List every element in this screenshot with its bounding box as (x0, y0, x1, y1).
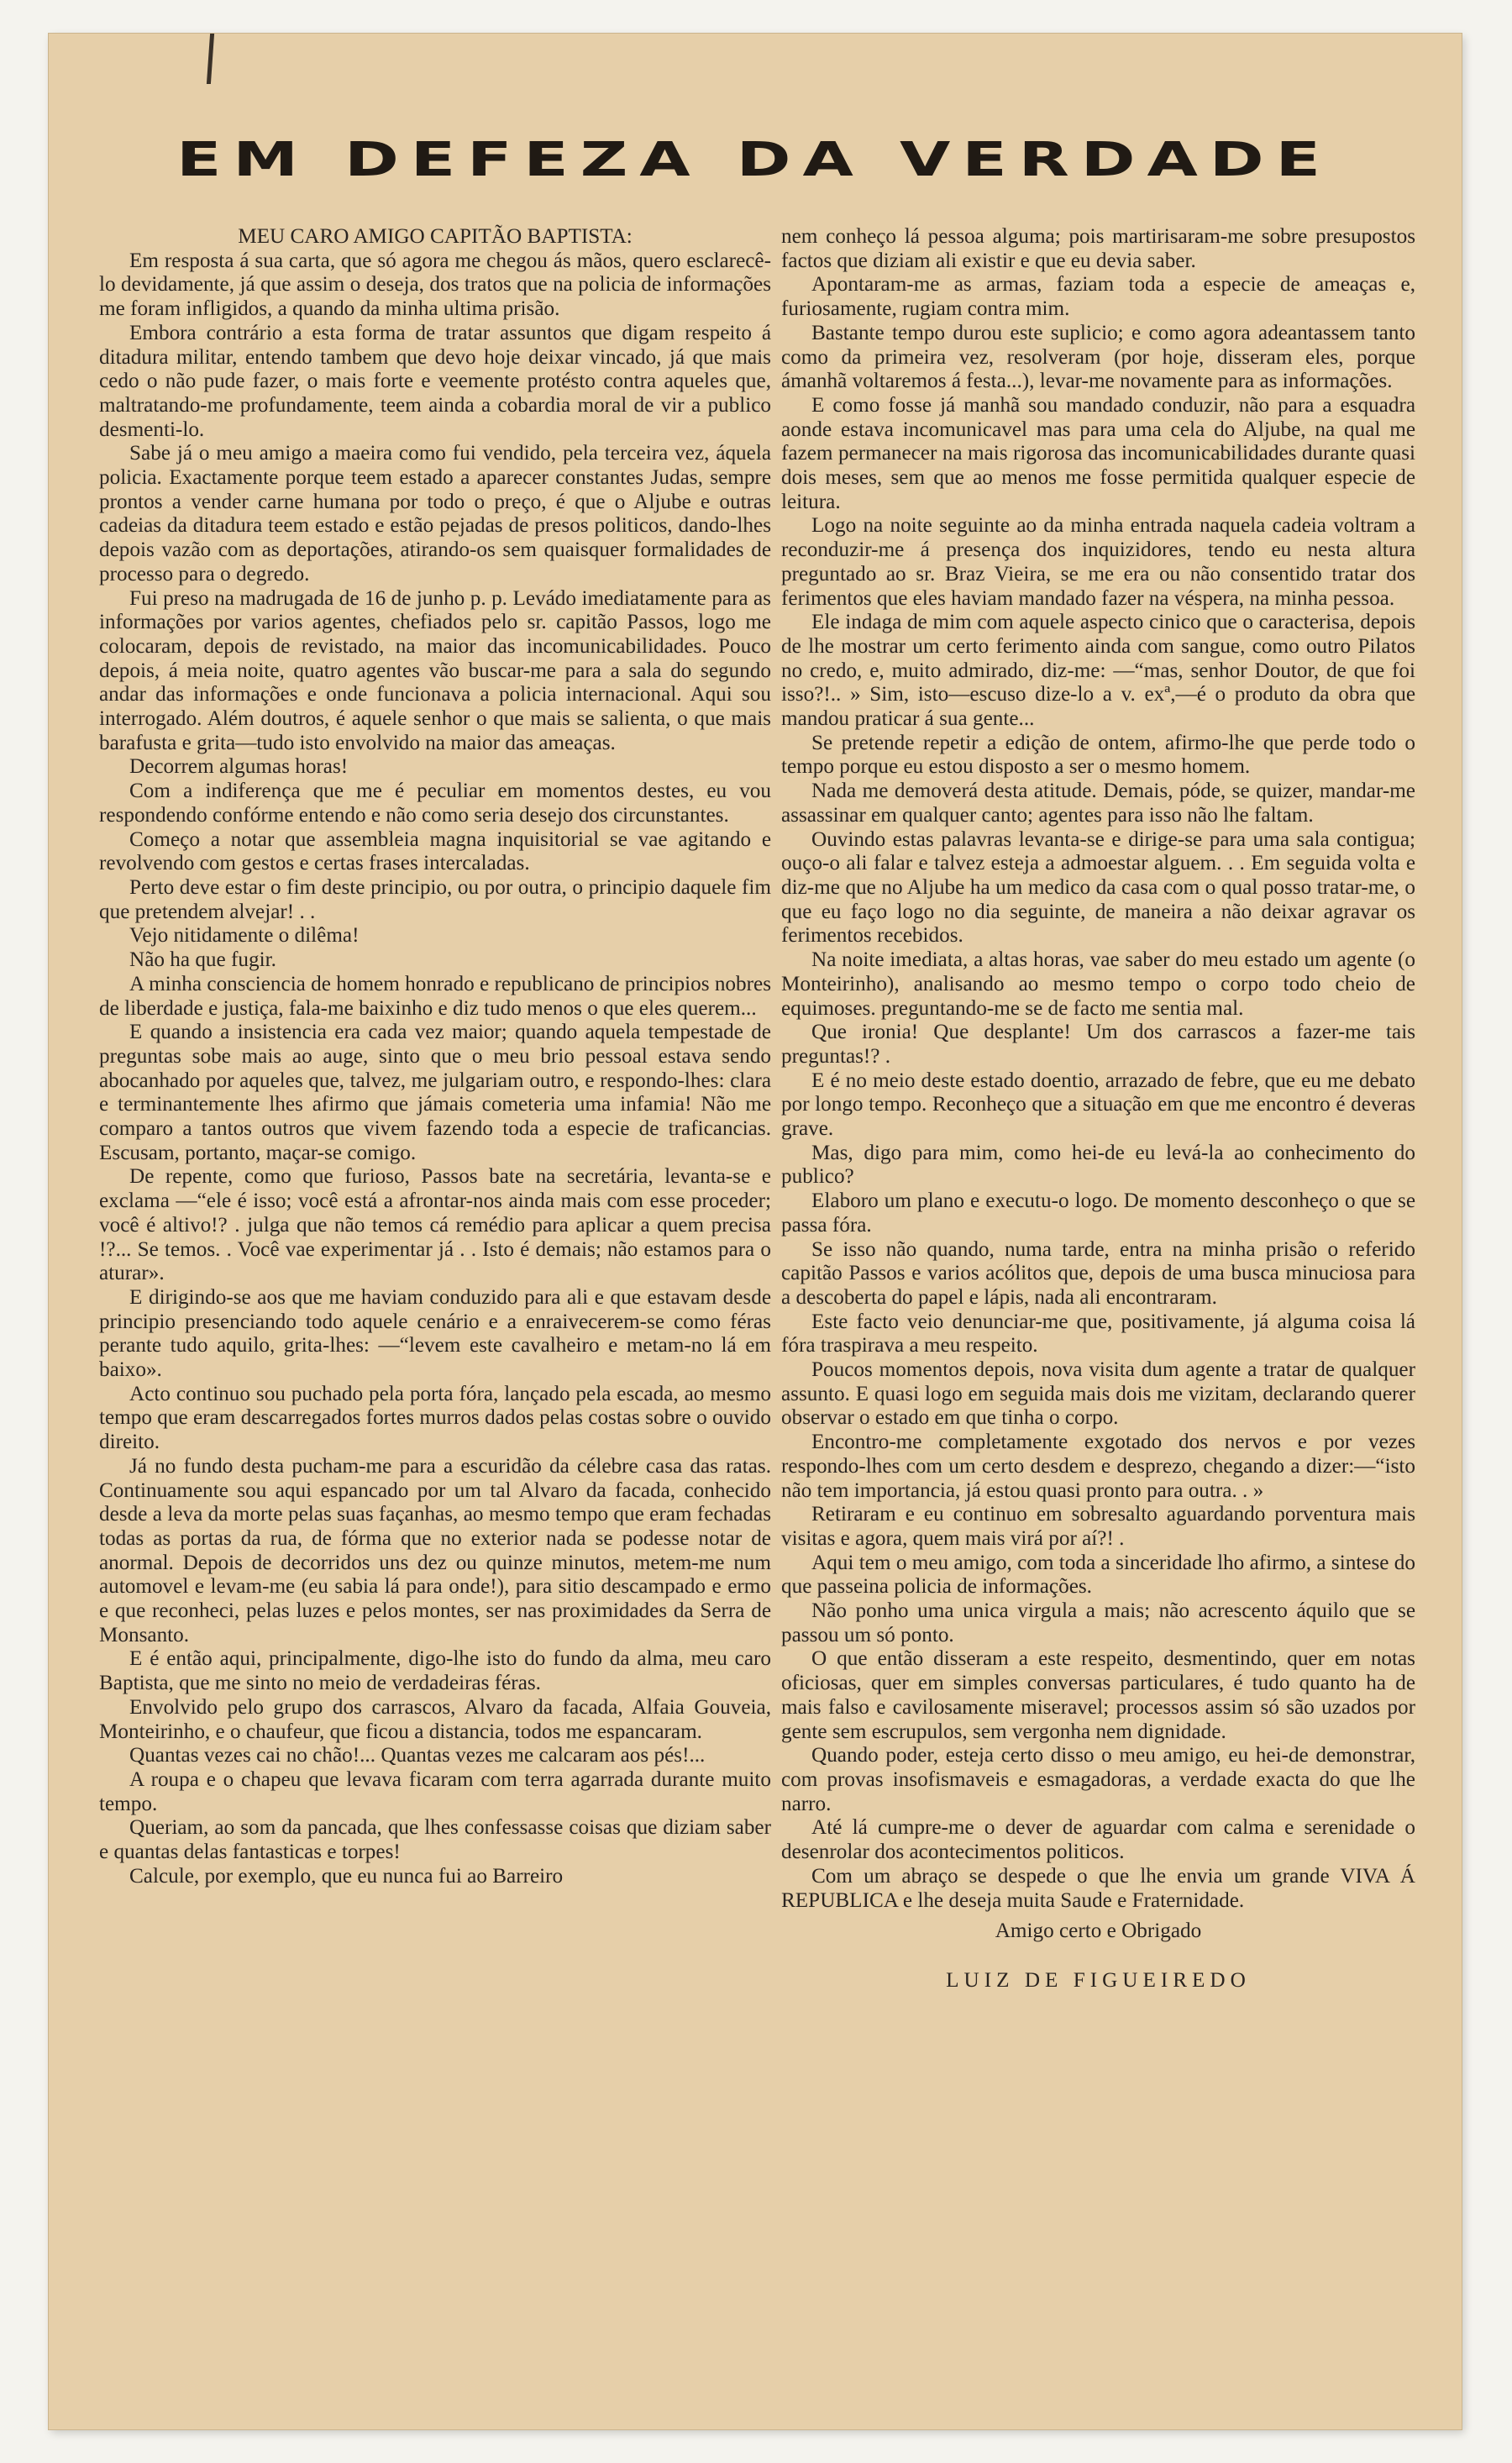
paragraph: Elaboro um plano e executu-o logo. De momento desconheço o que se passa fóra. (781, 1189, 1415, 1237)
paragraph: E é então aqui, principalmente, digo-lhe isto do fundo da alma, meu caro Baptista, que me sinto no meio de verdadeiras féras. (99, 1647, 771, 1695)
newspaper-clipping (49, 34, 1462, 2429)
paragraph: A roupa e o chapeu que levava ficaram com terra agarrada durante muito tempo. (99, 1768, 771, 1815)
paragraph: Começo a notar que assembleia magna inquisitorial se vae agitando e revolvendo com gestos e certas frases intercaladas. (99, 827, 771, 875)
right-column (781, 225, 1415, 1993)
paragraph: Até lá cumpre-me o dever de aguardar com calma e serenidade o desenrolar dos acontecimentos politicos. (781, 1816, 1415, 1864)
paragraph: Se pretende repetir a edição de ontem, afirmo-lhe que perde todo o tempo porque eu estou disposto a ser o mesmo homem. (781, 731, 1415, 779)
paragraph: E dirigindo-se aos que me haviam conduzido para ali e que estavam desde principio presenciando todo aquele cenário e a enraivecerem-se como féras perante tudo aquilo, grita-lhes: —“levem este cavalheiro e metam-no lá em baixo». (99, 1285, 771, 1382)
paragraph: Perto deve estar o fim deste principio, ou por outra, o principio daquele fim que pretendem alvejar! . . (99, 875, 771, 923)
paragraph: Calcule, por exemplo, que eu nunca fui ao Barreiro (129, 1864, 564, 1888)
paragraph: Com a indiferença que me é peculiar em momentos destes, eu vou respondendo confórme entendo e não como seria desejo dos circunstantes. (99, 780, 771, 827)
tear-mark (207, 34, 214, 84)
paragraph: Em resposta á sua carta, que só agora me chegou ás mãos, quero esclarecê-lo devidamente, já que assim o deseja, dos tratos que na policia de informações me foram infligidos, a quando da minha ultima prisão. (99, 249, 771, 321)
paragraph: E quando a insistencia era cada vez maior; quando aquela tempestade de preguntas sobe mais ao auge, sinto que o meu brio pessoal estava sendo abocanhado por aqueles que, talvez, me julgariam outro, e respondo-lhes: clara e terminantemente lhes afirmo que jámais cometeria uma infamia! Não me comparo a tantos outros que vivem fazendo toda a especie de traficancias. Escusam, portanto, maçar-se comigo. (99, 1021, 771, 1164)
paragraph: Encontro-me completamente exgotado dos nervos e por vezes respondo-lhes com um certo desdem e desprezo, chegando a dizer:—“isto não tem importancia, já estou quasi pronto para outra. . » (781, 1431, 1415, 1502)
paragraph: Ele indaga de mim com aquele aspecto cinico que o caracterisa, depois de lhe mostrar um certo ferimento ainda com sangue, como outro Pilatos no credo, e, muito admirado, diz-me: —“mas, senhor Doutor, de que foi isso?!.. » Sim, isto—escuso dize-lo a v. exª,—é o produto da obra que mandou praticar á sua gente... (781, 611, 1415, 731)
paragraph: Sabe já o meu amigo a maeira como fui vendido, pela terceira vez, áquela policia. Exactamente porque teem estado a aparecer constantes Judas, sempre prontos a vender carne humana por todo o preço, é que o Aljube e outras cadeias da ditadura teem estado e estão pejadas de presos politicos, dando-lhes depois vazão com as deportações, atirando-os sem quaisquer formalidades de processo para o degredo. (99, 442, 771, 586)
left-column (99, 225, 771, 1889)
paragraph: Não ponho uma unica virgula a mais; não acrescento áquilo que se passou um só ponto. (781, 1599, 1415, 1646)
paragraph: E é no meio deste estado doentio, arrazado de febre, que eu me debato por longo tempo. Reconheço que a situação em que me encontro é deveras grave. (781, 1069, 1415, 1141)
paragraph: Quando poder, esteja certo disso o meu amigo, eu hei-de demonstrar, com provas insofismaveis e esmagadoras, a verdade exacta do que lhe narro. (781, 1744, 1415, 1815)
paragraph: Com um abraço se despede o que lhe envia um grande VIVA Á REPUBLICA e lhe deseja muita Saude e Fraternidade. (781, 1864, 1415, 1912)
paragraph: De repente, como que furioso, Passos bate na secretária, levanta-se e exclama —“ele é isso; você está a afrontar-nos ainda mais com esse proceder; você é altivo!? . julga que não temos cá remédio para aplicar a quem precisa !?... Se temos. . Você vae experimentar já . . Isto é demais; não estamos para o aturar». (99, 1165, 771, 1285)
paragraph: Aqui tem o meu amigo, com toda a sinceridade lho afirmo, a sintese do que passeina policia de informações. (781, 1551, 1415, 1599)
paragraph: Bastante tempo durou este suplicio; e como agora adeantassem tanto como da primeira vez, resolveram (por hoje, disseram eles, porque ámanhã voltaremos á festa...), levar-me novamente para as informações. (781, 321, 1415, 393)
paragraph: Que ironia! Que desplante! Um dos carrascos a fazer-me tais preguntas!? . (781, 1021, 1415, 1068)
paragraph: Este facto veio denunciar-me que, positivamente, já alguma coisa lá fóra traspirava a meu respeito. (781, 1310, 1415, 1358)
paragraph: Decorrem algumas horas! (129, 755, 349, 779)
paragraph: Acto continuo sou puchado pela porta fóra, lançado pela escada, ao mesmo tempo que eram descarregados fortes murros dados pelas costas sobre o ouvido direito. (99, 1382, 771, 1454)
paragraph: Mas, digo para mim, como hei-de eu levá-la ao conhecimento do publico? (781, 1141, 1415, 1189)
paragraph: Quantas vezes cai no chão!... Quantas vezes me calcaram aos pés!... (129, 1744, 706, 1767)
paragraph: Já no fundo desta pucham-me para a escuridão da célebre casa das ratas. Continuamente sou aqui espancado por um tal Alvaro da facada, conhecido desde a leva da morte pelas suas façanhas, ao mesmo tempo que eram fechadas todas as portas da rua, de fórma que no exterior nada se podesse notar de anormal. Depois de decorridos uns dez ou quinze minutos, metem-me num automovel e levam-me (eu sabia lá para onde!), para sitio descampado e ermo e que reconheci, pelas luzes e pelos montes, ser nas proximidades da Serra de Monsanto. (99, 1454, 771, 1646)
paragraph: E como fosse já manhã sou mandado conduzir, não para a esquadra aonde estava incomunicavel mas para uma cela do Aljube, na qual me fazem permanecer na mais rigorosa das incomunicabilidades durante quasi dois meses, sem que ao menos me fosse permitida qualquer especie de leitura. (781, 393, 1415, 513)
paragraph: Vejo nitidamente o dilêma! (129, 924, 360, 948)
paragraph: Apontaram-me as armas, faziam toda a especie de ameaças e, furiosamente, rugiam contra mim. (781, 273, 1415, 321)
salutation: MEU CARO AMIGO CAPITÃO BAPTISTA: (238, 225, 633, 248)
paragraph: Queriam, ao som da pancada, que lhes confessasse coisas que diziam saber e quantas delas fantasticas e torpes! (99, 1816, 771, 1864)
paragraph: Fui preso na madrugada de 16 de junho p. p. Levádo imediatamente para as informações por varios agentes, chefiados pelo sr. capitão Passos, logo me colocaram, depois de revistado, na maior das incomunicabilidades. Pouco depois, á meia noite, quatro agentes vão buscar-me para a sala do segundo andar das informações e onde funcionava a policia internacional. Aqui sou interrogado. Além doutros, é aquele senhor o que mais se salienta, o que mais barafusta e grita—tudo isto envolvido na maior das ameaças. (99, 586, 771, 754)
paragraph: Na noite imediata, a altas horas, vae saber do meu estado um agente (o Monteirinho), analisando ao mesmo tempo o corpo todo cheio de equimoses. preguntando-me se de facto me sentia mal. (781, 948, 1415, 1020)
paragraph: Poucos momentos depois, nova visita dum agente a tratar de qualquer assunto. E quasi logo em seguida mais dois me vizitam, declarando querer observar o estado em que tinha o corpo. (781, 1358, 1415, 1430)
paragraph: Não ha que fugir. (129, 948, 276, 972)
signature: LUIZ DE FIGUEIREDO (946, 1968, 1251, 1992)
closing-line: Amigo certo e Obrigado (995, 1919, 1202, 1943)
paragraph: Nada me demoverá desta atitude. Demais, póde, se quizer, mandar-me assassinar em qualquer canto; agentes para isso não lhe faltam. (781, 780, 1415, 827)
paragraph: nem conheço lá pessoa alguma; pois martirisaram-me sobre presupostos factos que diziam ali existir e que eu devia saber. (781, 225, 1415, 272)
paragraph: Envolvido pelo grupo dos carrascos, Alvaro da facada, Alfaia Gouveia, Monteirinho, e o chaufeur, que ficou a distancia, todos me espancaram. (99, 1695, 771, 1743)
paragraph: O que então disseram a este respeito, desmentindo, quer em notas oficiosas, quer em simples conversas particulares, é tudo quanto ha de mais falso e cavilosamente miseravel; processos assim só são uzados por gente sem escrupulos, sem vergonha nem dignidade. (781, 1647, 1415, 1743)
paragraph: Retiraram e eu continuo em sobresalto aguardando porventura mais visitas e agora, quem mais virá por aí?! . (781, 1503, 1415, 1550)
paragraph: Ouvindo estas palavras levanta-se e dirige-se para uma sala contigua; ouço-o ali falar e talvez esteja a admoestar alguem. . . Em seguida volta e diz-me que no Aljube ha um medico da casa com o qual posso tratar-me, o que eu faço logo no dia seguinte, de maneira a não deixar agravar os ferimentos recebidos. (781, 827, 1415, 948)
paragraph: Se isso não quando, numa tarde, entra na minha prisão o referido capitão Passos e varios acólitos que, depois de uma busca minuciosa para a descoberta do papel e lápis, nada ali encontraram. (781, 1237, 1415, 1309)
paragraph: A minha consciencia de homem honrado e republicano de principios nobres de liberdade e justiça, fala-me baixinho e diz tudo menos o que eles querem... (99, 972, 771, 1020)
paragraph: Embora contrário a esta forma de tratar assuntos que digam respeito á ditadura militar, entendo tambem que devo hoje deixar vincado, já que mais cedo o não pude fazer, o mais forte e veemente protésto contra aqueles que, maltratando-me profundamente, teem ainda a cobardia moral de vir a publico desmenti-lo. (99, 321, 771, 441)
page-title: EM DEFEZA DA VERDADE (176, 133, 1332, 187)
paragraph: Logo na noite seguinte ao da minha entrada naquela cadeia voltram a reconduzir-me á presença dos inquizidores, tendo eu nesta altura preguntado ao sr. Braz Vieira, se me era ou não consentido tratar dos ferimentos que eles haviam mandado fazer na véspera, na minha pessoa. (781, 514, 1415, 610)
